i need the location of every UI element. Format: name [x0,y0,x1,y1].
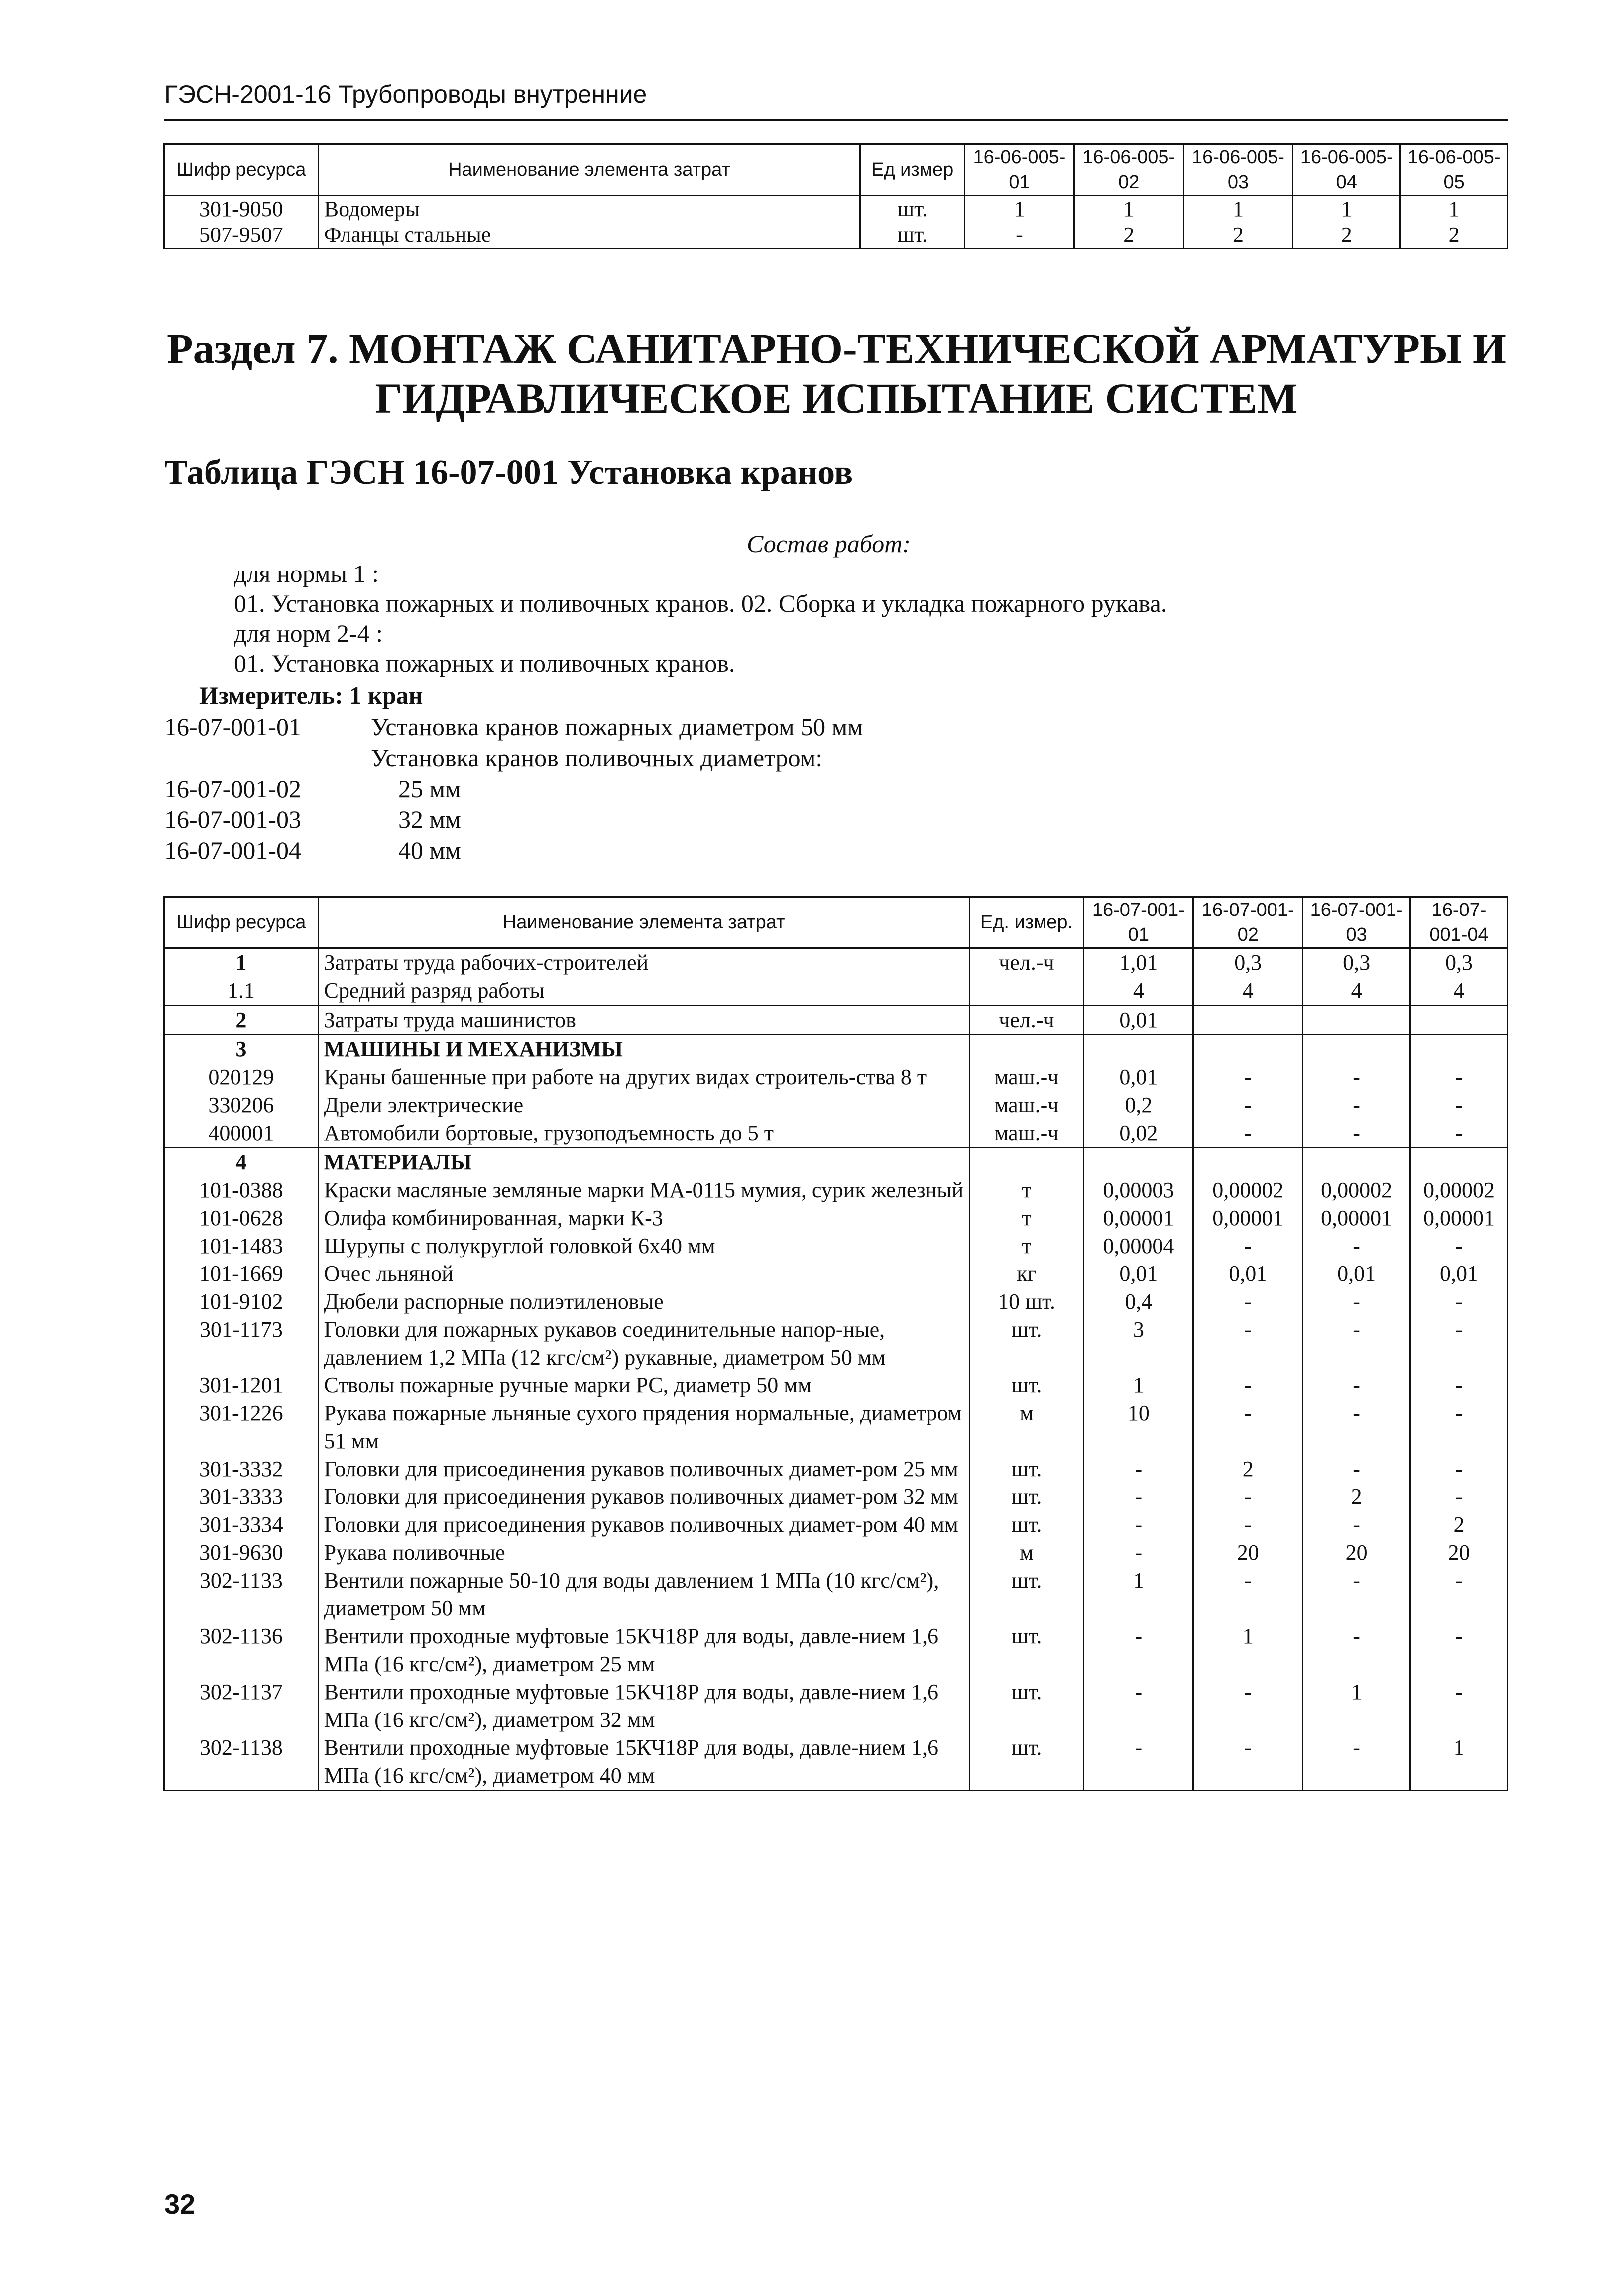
cost-element-name: Вентили проходные муфтовые 15КЧ18Р для воды, давле-нием 1,6 МПа (16 кгс/см²), диаметром 40 мм [318,1734,969,1791]
unit: т [969,1176,1084,1204]
norm-value: - [1303,1232,1410,1260]
cost-element-name: Фланцы стальные [318,222,860,249]
norm-value: - [1084,1539,1193,1567]
unit: шт. [969,1511,1084,1539]
table-row [164,1483,1508,1511]
cost-element-name: Дрели электрические [318,1091,969,1119]
cost-element-name: Головки для присоединения рукавов поливочных диамет-ром 40 мм [318,1511,969,1539]
norm-value [1410,1006,1508,1035]
resource-code: 1 [164,948,319,977]
cost-element-name: Вентили проходные муфтовые 15КЧ18Р для воды, давле-нием 1,6 МПа (16 кгс/см²), диаметром 32 мм [318,1678,969,1734]
norm-value: - [1193,1371,1303,1399]
resource-code: 302-1133 [164,1567,319,1622]
norm-value: 2 [1400,222,1508,249]
cost-element-name: Шурупы с полукруглой головкой 6х40 мм [318,1232,969,1260]
cost-element-name: Вентили пожарные 50-10 для воды давлением 1 МПа (10 кгс/см²), диаметром 50 мм [318,1567,969,1622]
norm-value: 3 [1084,1316,1193,1371]
norm-value: 0,01 [1084,1260,1193,1288]
col-header: Ед измер [860,144,965,196]
cost-element-name: Головки для присоединения рукавов поливочных диамет-ром 25 мм [318,1455,969,1483]
norm-value: 4 [1084,977,1193,1006]
unit: шт. [969,1371,1084,1399]
cost-element-name: Головки для пожарных рукавов соединительные напор-ные, давлением 1,2 МПа (12 кгс/см²) рукавные, диаметром 50 мм [318,1316,969,1371]
unit [969,977,1084,1006]
norm-value: 1 [1400,196,1508,223]
unit: шт. [860,196,965,223]
table-row [164,1176,1508,1204]
col-header: Наименование элемента затрат [318,897,969,948]
norm-value [1193,1148,1303,1177]
table-row [164,1622,1508,1678]
cost-element-name: Краски масляные земляные марки МА-0115 мумия, сурик железный [318,1176,969,1204]
norm-value: - [1303,1119,1410,1148]
cost-element-name: Стволы пожарные ручные марки РС, диаметр 50 мм [318,1371,969,1399]
table-row [164,1091,1508,1119]
norm-value: 2 [1293,222,1400,249]
norm-value: 1 [1084,1371,1193,1399]
running-header: ГЭСН-2001-16 Трубопроводы внутренние [164,80,647,108]
table-row [164,1204,1508,1232]
table-row [164,1539,1508,1567]
norm-value: - [1410,1288,1508,1316]
table-row [164,1678,1508,1734]
norm-value: 0,00002 [1410,1176,1508,1204]
norm1-text: 01. Установка пожарных и поливочных кранов. 02. Сборка и укладка пожарного рукава. [234,589,1167,617]
norm-code: 16-07-001-01 [164,713,301,741]
norm24-text: 01. Установка пожарных и поливочных кранов. [234,649,735,677]
norm-description: 32 мм [398,805,461,833]
norm-value: - [1303,1063,1410,1091]
table-row [164,1511,1508,1539]
norm-value: - [1410,1119,1508,1148]
col-header: 16-06-005-04 [1293,144,1400,196]
unit: маш.-ч [969,1119,1084,1148]
cost-element-name: Рукава пожарные льняные сухого прядения нормальные, диаметром 51 мм [318,1399,969,1455]
table-row [164,196,1508,223]
unit: шт. [969,1567,1084,1622]
table-row [164,948,1508,977]
resource-code: 3 [164,1035,319,1064]
norm-value: - [1410,1091,1508,1119]
norm-value: - [1193,1511,1303,1539]
table-row [164,1148,1508,1177]
table-row [164,1063,1508,1091]
norm-value: - [965,222,1074,249]
table-row [164,1567,1508,1622]
norm-value: 1 [1410,1734,1508,1791]
resource-code: 101-1483 [164,1232,319,1260]
norm-value: 1 [1084,1567,1193,1622]
norm-value: - [1303,1316,1410,1371]
unit: шт. [969,1622,1084,1678]
norm-value: - [1084,1455,1193,1483]
norm-value: - [1193,1063,1303,1091]
norm-value: - [1303,1399,1410,1455]
table-row [164,1035,1508,1064]
cost-element-name: Вентили проходные муфтовые 15КЧ18Р для воды, давле-нием 1,6 МПа (16 кгс/см²), диаметром 25 мм [318,1622,969,1678]
cost-element-name: МАТЕРИАЛЫ [318,1148,969,1177]
resource-code: 301-9630 [164,1539,319,1567]
col-header: 16-07-001-03 [1303,897,1410,948]
norm-value: 0,01 [1084,1006,1193,1035]
norm-value: 0,00001 [1303,1204,1410,1232]
resource-code: 2 [164,1006,319,1035]
resource-code: 1.1 [164,977,319,1006]
norm-value: - [1193,1091,1303,1119]
resource-code: 101-0628 [164,1204,319,1232]
norm-value: 10 [1084,1399,1193,1455]
cost-element-name: Затраты труда машинистов [318,1006,969,1035]
norm-value: - [1410,1399,1508,1455]
table-16-06-005 [163,143,1508,249]
norm-value [1193,1035,1303,1064]
norm-value: 20 [1193,1539,1303,1567]
norm-value [1303,1006,1410,1035]
norm-value: 4 [1193,977,1303,1006]
norm-value: 20 [1410,1539,1508,1567]
norm-value: - [1084,1483,1193,1511]
table-row [164,222,1508,249]
meter: Измеритель: 1 кран [199,682,423,709]
resource-code: 020129 [164,1063,319,1091]
norm-value: 1 [1193,1622,1303,1678]
resource-code: 330206 [164,1091,319,1119]
norm-value: - [1193,1399,1303,1455]
norm-value: 0,00001 [1410,1204,1508,1232]
norm-value: 0,00002 [1193,1176,1303,1204]
norm-value: 1 [1293,196,1400,223]
norm-value: 0,3 [1303,948,1410,977]
norm-value: - [1193,1734,1303,1791]
norm-value [1084,1148,1193,1177]
cost-element-name: Олифа комбинированная, марки К-3 [318,1204,969,1232]
norm-value [1410,1035,1508,1064]
norm-value [1303,1148,1410,1177]
norm-value: 0,4 [1084,1288,1193,1316]
norm-value: 1,01 [1084,948,1193,977]
unit: м [969,1399,1084,1455]
resource-code: 301-1173 [164,1316,319,1371]
norm-value: 0,2 [1084,1091,1193,1119]
unit: шт. [860,222,965,249]
col-header: Наименование элемента затрат [318,144,860,196]
norm24-label: для норм 2-4 : [234,619,383,647]
norm-value: - [1410,1678,1508,1734]
norm-value: - [1303,1288,1410,1316]
norm-value: 0,02 [1084,1119,1193,1148]
cost-element-name: Рукава поливочные [318,1539,969,1567]
cost-element-name: МАШИНЫ И МЕХАНИЗМЫ [318,1035,969,1064]
table-row [164,1232,1508,1260]
unit: т [969,1204,1084,1232]
table-row [164,1371,1508,1399]
norm-value: 2 [1410,1511,1508,1539]
table-row [164,1119,1508,1148]
norm-value: - [1084,1734,1193,1791]
resource-code: 101-1669 [164,1260,319,1288]
cost-element-name: Дюбели распорные полиэтиленовые [318,1288,969,1316]
norm-value: - [1303,1455,1410,1483]
col-header: 16-06-005-05 [1400,144,1508,196]
cost-element-name: Затраты труда рабочих-строителей [318,948,969,977]
norm-value: 1 [1303,1678,1410,1734]
norm1-label: для нормы 1 : [234,560,379,587]
header-rule [164,119,1508,121]
resource-code: 301-3334 [164,1511,319,1539]
norm-value [1410,1148,1508,1177]
norm-value: - [1193,1678,1303,1734]
col-header: 16-07-001-02 [1193,897,1303,948]
norm-value: 2 [1303,1483,1410,1511]
norm-value: - [1303,1622,1410,1678]
table-row [164,1734,1508,1791]
norm-value: 0,01 [1084,1063,1193,1091]
norm-code: 16-07-001-03 [164,805,301,833]
norm-value [1193,1006,1303,1035]
unit: шт. [969,1734,1084,1791]
norm-value [1084,1035,1193,1064]
norm-value: 0,00003 [1084,1176,1193,1204]
unit: 10 шт. [969,1288,1084,1316]
norm-code: 16-07-001-02 [164,775,301,802]
page-number: 32 [164,2188,196,2220]
norm-value: - [1193,1232,1303,1260]
norm-value: - [1193,1288,1303,1316]
norm-value: 4 [1303,977,1410,1006]
resource-code: 101-9102 [164,1288,319,1316]
norm-code: 16-07-001-04 [164,836,301,864]
unit: чел.-ч [969,1006,1084,1035]
norm-value: 0,01 [1193,1260,1303,1288]
resource-code: 301-3333 [164,1483,319,1511]
table-header-row [164,897,1508,948]
norm-value: 0,01 [1410,1260,1508,1288]
unit [969,1035,1084,1064]
cost-element-name: Очес льняной [318,1260,969,1288]
cost-element-name: Средний разряд работы [318,977,969,1006]
norm-value: 1 [1183,196,1293,223]
resource-code: 507-9507 [164,222,319,249]
resource-code: 302-1138 [164,1734,319,1791]
norm-description: 25 мм [398,775,461,802]
norm-value: 2 [1183,222,1293,249]
norm-value: 0,00004 [1084,1232,1193,1260]
norm-value: - [1193,1483,1303,1511]
cost-element-name: Головки для присоединения рукавов поливочных диамет-ром 32 мм [318,1483,969,1511]
cost-element-name: Автомобили бортовые, грузоподъемность до 5 т [318,1119,969,1148]
col-header: 16-06-005-01 [965,144,1074,196]
resource-code: 301-3332 [164,1455,319,1483]
table-row [164,1288,1508,1316]
unit [969,1148,1084,1177]
table-header-row [164,144,1508,196]
norm-value: - [1410,1455,1508,1483]
norm-value: - [1303,1734,1410,1791]
unit: маш.-ч [969,1063,1084,1091]
norm-value: 2 [1193,1455,1303,1483]
norm-value: - [1193,1119,1303,1148]
unit: шт. [969,1483,1084,1511]
norm-value: - [1084,1622,1193,1678]
col-header: Шифр ресурса [164,897,319,948]
norm-value: - [1410,1232,1508,1260]
unit: шт. [969,1455,1084,1483]
norm-value: 4 [1410,977,1508,1006]
norm-value: 0,00002 [1303,1176,1410,1204]
norm-value: - [1084,1678,1193,1734]
norm-value [1303,1035,1410,1064]
resource-code: 400001 [164,1119,319,1148]
resource-code: 101-0388 [164,1176,319,1204]
norm-value: - [1410,1483,1508,1511]
resource-code: 301-9050 [164,196,319,223]
col-header: Ед. измер. [969,897,1084,948]
norm-value: 0,00001 [1193,1204,1303,1232]
resource-code: 301-1226 [164,1399,319,1455]
col-header: 16-07-001-01 [1084,897,1193,948]
norm-value: - [1410,1316,1508,1371]
col-header: 16-06-005-02 [1074,144,1183,196]
norm-value: - [1410,1567,1508,1622]
norm-description: Установка кранов поливочных диаметром: [371,744,823,772]
unit: м [969,1539,1084,1567]
norm-value: - [1303,1567,1410,1622]
norm-value: 1 [1074,196,1183,223]
norm-value: - [1084,1511,1193,1539]
norm-value: - [1410,1063,1508,1091]
table-row [164,1006,1508,1035]
norm-value: 2 [1074,222,1183,249]
table-row [164,1455,1508,1483]
col-header: 16-07-001-04 [1410,897,1508,948]
norm-description: 40 мм [398,836,461,864]
table-16-07-001 [163,896,1508,1791]
table-row [164,1260,1508,1288]
col-header: Шифр ресурса [164,144,319,196]
norm-value: 1 [965,196,1074,223]
norm-value: 0,00001 [1084,1204,1193,1232]
cost-element-name: Краны башенные при работе на других видах строитель-ства 8 т [318,1063,969,1091]
unit: маш.-ч [969,1091,1084,1119]
norm-value: - [1303,1511,1410,1539]
resource-code: 302-1137 [164,1678,319,1734]
table-row [164,1316,1508,1371]
norm-value: - [1410,1371,1508,1399]
norm-value: 0,3 [1410,948,1508,977]
resource-code: 301-1201 [164,1371,319,1399]
resource-code: 4 [164,1148,319,1177]
section-title-line1: Раздел 7. МОНТАЖ САНИТАРНО-ТЕХНИЧЕСКОЙ АРМАТУРЫ И [167,325,1506,372]
unit: кг [969,1260,1084,1288]
norm-value: 0,01 [1303,1260,1410,1288]
table-row [164,1399,1508,1455]
norm-description: Установка кранов пожарных диаметром 50 мм [371,713,863,741]
norm-value: - [1303,1371,1410,1399]
unit: шт. [969,1678,1084,1734]
norm-value: 0,3 [1193,948,1303,977]
norm-value: 20 [1303,1539,1410,1567]
resource-code: 302-1136 [164,1622,319,1678]
table-row [164,977,1508,1006]
norm-value: - [1410,1622,1508,1678]
section-title-line2: ГИДРАВЛИЧЕСКОЕ ИСПЫТАНИЕ СИСТЕМ [375,374,1298,422]
unit: чел.-ч [969,948,1084,977]
unit: т [969,1232,1084,1260]
norm-value: - [1193,1567,1303,1622]
cost-element-name: Водомеры [318,196,860,223]
unit: шт. [969,1316,1084,1371]
norm-value: - [1193,1316,1303,1371]
work-heading: Состав работ: [747,530,911,558]
table-title: Таблица ГЭСН 16-07-001 Установка кранов [164,454,853,492]
col-header: 16-06-005-03 [1183,144,1293,196]
norm-value: - [1303,1091,1410,1119]
